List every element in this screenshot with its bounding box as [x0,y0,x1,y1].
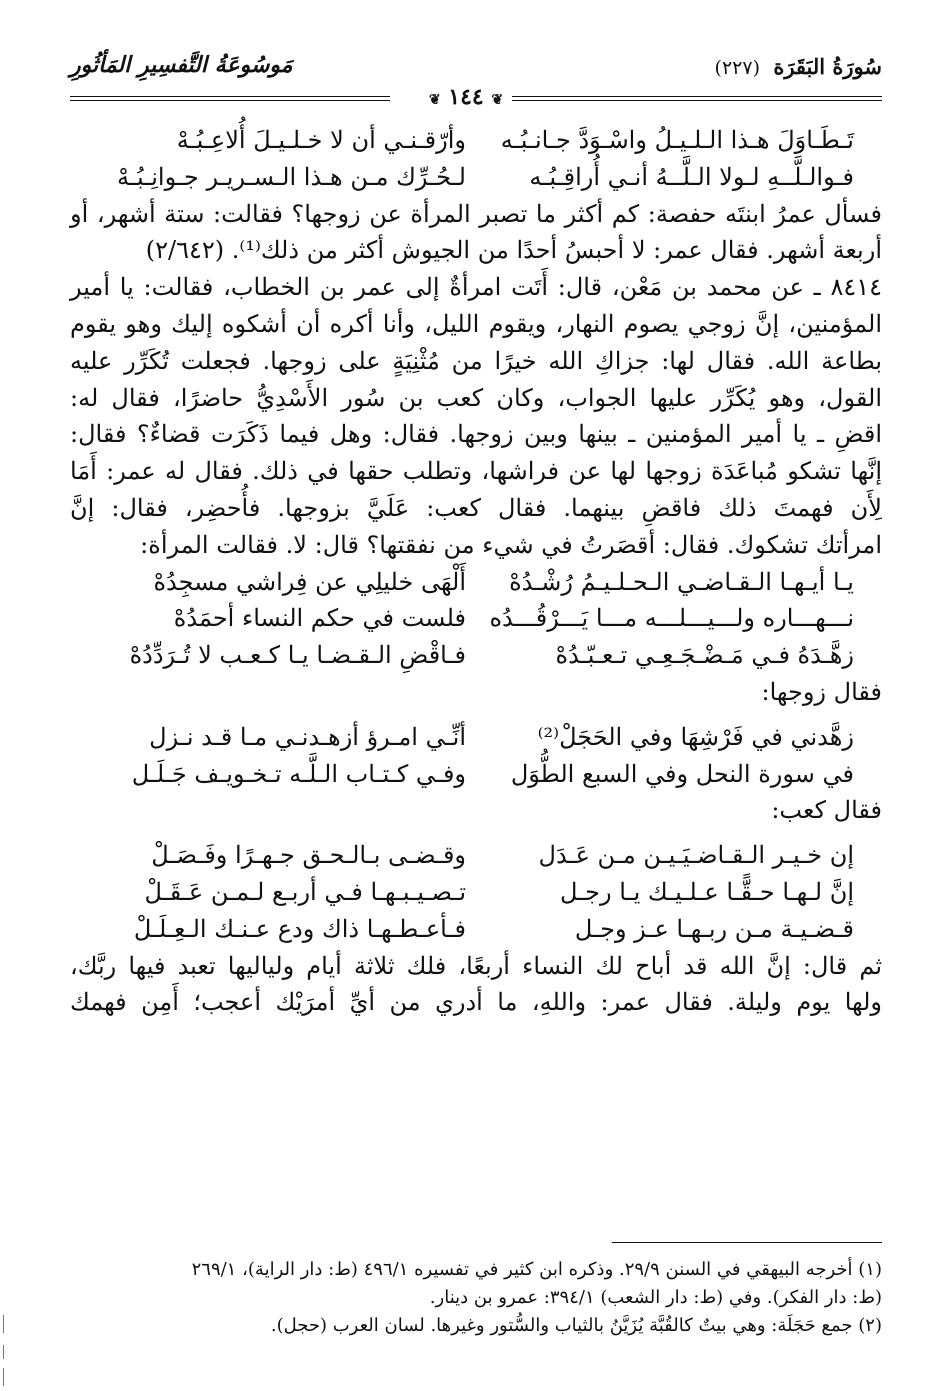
header-rule [70,84,882,110]
poem-4 [70,837,882,947]
paragraph-1 [70,196,882,270]
verse-second-hemistich: فـاقْضِ الـقـضـا يـا كـعـب لا تُـرَدِّدُهْ [129,641,466,670]
verse-line [70,874,882,911]
header-rule-right [512,96,882,101]
verse-second-hemistich: وأرّقـنـي أن لا خـلـيـلَ أُلاعِـبُـهْ [176,126,466,154]
paragraph-3 [70,948,882,1022]
verse-line [70,159,882,196]
verse-first-hemistich: إنَّ لـهـا حـقًّـا عـلـيـك يـا رجـل [559,877,854,906]
text-line: اقضِ ـ يا أمير المؤمنين ـ بينها وبين زوجها. فقال: وهل فيما ذَكَرَت قضاءٌ؟ فقال: [70,420,882,449]
verse-first-hemistich: في سورة النحل وفي السبع الطُّوَل [510,759,854,788]
text-line: ٨٤١٤ ـ عن محمد بن مَعْن، قال: أَتَت امرأةٌ إلى عمر بن الخطاب، فقالت: يا أمير [70,273,883,302]
book-page [70,50,882,1350]
verse-second-hemistich: فـأعـطـهـا ذاك ودع عـنـك الـعِـلَـلْ [133,914,466,943]
verse-first-hemistich: يـا أيـهـا الـقـاضـي الـحـلـيـمُ رُشْـدُهْ [509,567,854,596]
main-content [70,122,882,1021]
footnotes [70,1256,882,1340]
speaker-label-husband: فقال زوجها: [761,677,882,706]
verse-line [70,719,882,756]
verse-line [70,637,882,674]
footnote-separator [612,1242,882,1243]
verse-line [70,122,882,159]
verse-first-hemistich: نـــهـــاره ولـــيـــلـــه مـــا يَـــرْقُـــدُه [489,604,854,633]
poem-2 [70,564,882,674]
ornament-icon: ❦ [491,92,504,108]
verse-first-hemistich: زهَّـدَهُ فـي مَـضْـجَـعِـي تـعـبّـدُهْ [555,641,854,670]
verse-first-hemistich: فـوالـلَّــهِ لـولا الـلَّــهُ أنـي أُراقِـبُـه [529,162,854,191]
verse-first-hemistich: تَـطَـاوَلَ هـذا الـلـيـلُ واسْـوَدَّ جـانـبُـه [500,126,854,154]
text-line: القول، وهو يُكَرِّر عليها الجواب، وكان كعب بن سُور الأَسْدِيُّ حاضرًا، فقال له: [70,383,882,412]
verse-second-hemistich: تـصـيـبـهـا فـي أربـع لـمـن عَـقَـلْ [144,877,466,906]
text-line: ثم قال: إنَّ الله قد أباح لك النساء أربعًا، فلك ثلاثة أيام ولياليها تعبد فيها ربَّك، [70,951,882,980]
footnote-line: (٢) جمع حَجَلَة: وهي بيتٌ كالقُبَّة يُزَيَّنُ بالثياب والسُّتور وغيرها. لسان العرب (حجل). [270,1315,882,1336]
verse-second-hemistich: لـحُـرِّك مـن هـذا الـسـريـر جـوانِـبُـهْ [117,162,466,191]
ornament-icon: ❦ [428,92,441,108]
footnote-line: (ط: دار الفكر). وفي (ط: دار الشعب) ٣٩٤/١: عمرو بن دينار. [429,1287,882,1308]
text-line: أربعة أشهر. فقال عمر: لا أحبسُ أحدًا من الجيوش أكثر من ذلك⁽¹⁾. (٢/٦٤٢) [145,236,882,265]
text-line: امرأتك تشكوك. فقال: أقصَرتُ في شيء من نفقتها؟ قال: لا. فقالت المرأة: [140,530,882,559]
footnote-line: (١) أخرجه البيهقي في السنن ٢٩/٩. وذكره ابن كثير في تفسيره ٤٩٦/١ (ط: دار الراية)، ٢٦٩/١ [191,1259,882,1280]
verse-first-hemistich: إن خـيـر الـقـاضـيَـيـن مـن عَـدَل [538,841,854,870]
poem-3 [70,719,882,793]
verse-number: (٢٢٧) [714,57,760,79]
verse-second-hemistich: أنِّـي امـرؤ أزهـدنـي مـا قـد نـزل [149,722,466,751]
page-number-box [406,84,526,110]
verse-line [70,756,882,793]
verse-second-hemistich: أَلْهَى خليلِي عن فِراشي مسجِدُهْ [153,567,466,596]
text-line: المؤمنين، إنَّ زوجي يصوم النهار، ويقوم الليل، وأنا أكره أن أشكوه إليك وهو يقوم [70,309,882,338]
scan-margin-mark [3,1368,4,1386]
speaker-label-kaab: فقال كعب: [771,796,882,825]
verse-second-hemistich: وفـي كـتـاب الـلَّـه تـخـويـف جَـلَـل [131,759,466,788]
verse-line [70,564,882,601]
text-line: لِأَن فهمتَ ذلك فاقضِ بينهما. فقال كعب: عَلَيَّ بزوجها. فأُحضِر، فقال: إنَّ [70,493,882,522]
verse-line [70,837,882,874]
verse-second-hemistich: وقـضـى بـالـحـق جـهـرًا وفَـصَـلْ [151,841,466,870]
text-line: بطاعة الله. فقال لها: جزاكِ الله خيرًا من مُثْنِيَةٍ على زوجها. فجعلت تُكَرِّر عليه [70,346,882,375]
verse-second-hemistich: فلست في حكم النساء أحمَدُهْ [173,604,466,633]
paragraph-2 [70,269,882,563]
scan-margin-mark [3,1345,4,1359]
verse-first-hemistich: زهَّدني في فَرْشِهَا وفي الحَجَلْ⁽²⁾ [537,722,854,751]
scan-margin-mark [3,1315,4,1333]
surah-title: سُورَةُ البَقَرَة [773,54,882,79]
verse-first-hemistich: قـضـيـة مـن ربـهـا عـز وجـل [574,914,854,943]
header-rule-left [70,96,390,101]
text-line: فسأل عمرُ ابنتَه حفصة: كم أكثر ما تصبر المرأة عن زوجها؟ فقالت: ستة أشهر، أو [70,199,882,228]
verse-line [70,600,882,637]
surah-header [715,54,882,79]
text-line: إنَّها تشكو مُباعَدَة زوجها لها عن فراشها، وتطلب حقها في ذلك. فقال له عمر: أَمَا [70,457,882,486]
poem-1 [70,122,882,196]
text-line: ولها يوم وليلة. فقال عمر: واللهِ، ما أدري من أيِّ أمرَيْك أعجب؛ أَمِن فهمك [70,988,882,1017]
page-number: ١٤٤ [448,84,484,110]
book-title: مَوسُوعَةُ التَّفسِيرِ المَأثُورِ [70,52,293,78]
verse-line [70,911,882,948]
